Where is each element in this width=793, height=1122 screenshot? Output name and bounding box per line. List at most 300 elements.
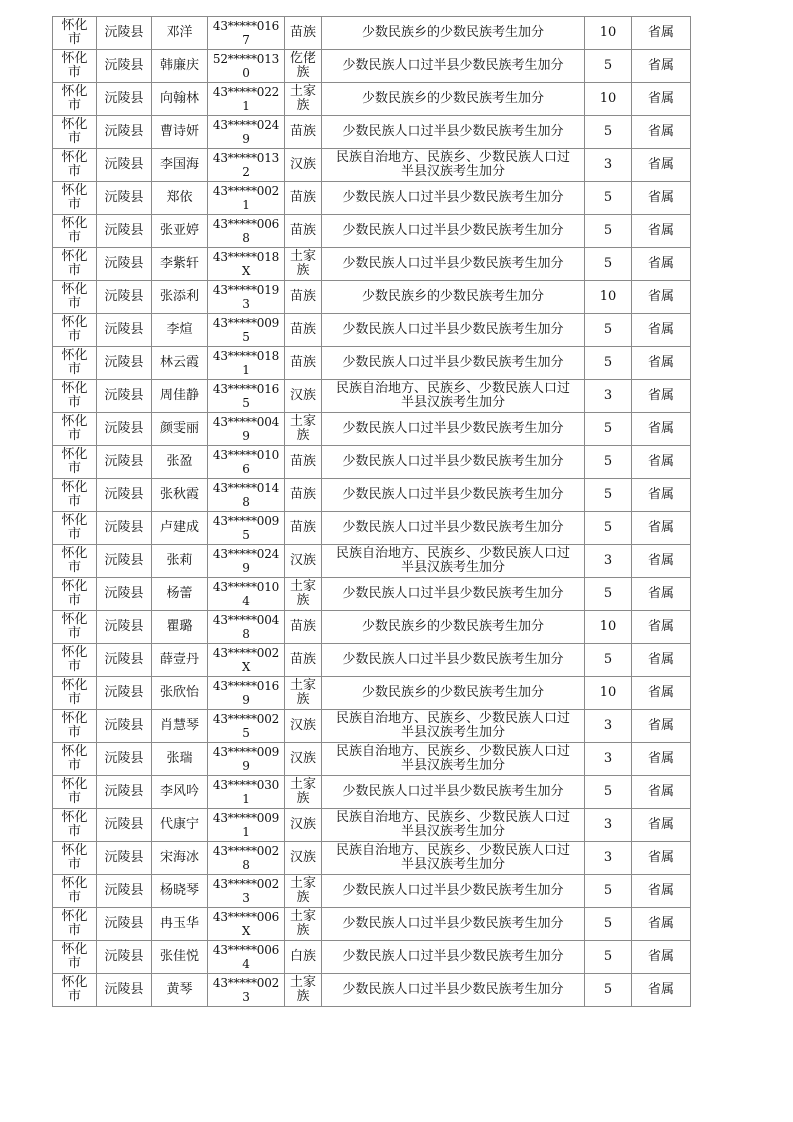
city-line: 怀化	[61, 975, 88, 990]
city-line: 市	[67, 494, 81, 509]
ethnicity-cell	[285, 611, 322, 644]
level-cell: 省属	[632, 116, 691, 149]
city-cell	[53, 776, 97, 809]
id-number-line: 8	[242, 858, 250, 872]
id-number-line: 4	[242, 957, 250, 971]
bonus-item-line: 少数民族人口过半县少数民族考生加分	[342, 784, 564, 799]
level-cell: 省属	[632, 842, 691, 875]
name-cell: 张秋霞	[152, 479, 208, 512]
ethnicity-cell	[285, 215, 322, 248]
id-number-line: 8	[242, 231, 250, 245]
ethnicity-line: 汉族	[289, 553, 316, 568]
id-number-line: 43*****002	[212, 877, 280, 891]
level-cell: 省属	[632, 677, 691, 710]
county-cell: 沅陵县	[97, 281, 152, 314]
bonus-item-cell	[322, 776, 585, 809]
points-cell: 10	[585, 17, 632, 50]
points-cell: 5	[585, 974, 632, 1007]
county-cell: 沅陵县	[97, 17, 152, 50]
ethnicity-cell	[285, 479, 322, 512]
ethnicity-line: 苗族	[289, 289, 316, 304]
city-cell	[53, 644, 97, 677]
points-cell: 5	[585, 413, 632, 446]
id-number-line: 43*****002	[212, 646, 280, 660]
ethnicity-line: 苗族	[289, 487, 316, 502]
name-cell: 张盈	[152, 446, 208, 479]
table-row	[53, 446, 691, 479]
level-cell: 省属	[632, 50, 691, 83]
county-cell: 沅陵县	[97, 578, 152, 611]
id-number-cell	[208, 974, 285, 1007]
city-line: 怀化	[61, 579, 88, 594]
id-number-cell	[208, 17, 285, 50]
points-cell: 5	[585, 314, 632, 347]
table-row	[53, 215, 691, 248]
name-cell: 韩廉庆	[152, 50, 208, 83]
city-cell	[53, 710, 97, 743]
name-cell: 卢建成	[152, 512, 208, 545]
county-cell: 沅陵县	[97, 545, 152, 578]
county-cell: 沅陵县	[97, 776, 152, 809]
id-number-line: 43*****009	[212, 745, 280, 759]
points-cell: 5	[585, 347, 632, 380]
id-number-line: 9	[242, 561, 250, 575]
id-number-cell	[208, 743, 285, 776]
bonus-item-cell	[322, 974, 585, 1007]
table-row	[53, 974, 691, 1007]
bonus-item-cell	[322, 314, 585, 347]
table-row	[53, 116, 691, 149]
bonus-item-line: 民族自治地方、民族乡、少数民族人口过	[335, 150, 570, 165]
id-number-line: 5	[242, 528, 250, 542]
id-number-line: 43*****002	[212, 712, 280, 726]
ethnicity-line: 苗族	[289, 223, 316, 238]
city-line: 怀化	[61, 876, 88, 891]
bonus-item-cell	[322, 578, 585, 611]
points-cell: 3	[585, 710, 632, 743]
city-cell	[53, 182, 97, 215]
ethnicity-line: 土家	[289, 249, 316, 264]
ethnicity-line: 土家	[289, 777, 316, 792]
bonus-item-line: 民族自治地方、民族乡、少数民族人口过	[335, 744, 570, 759]
bonus-item-cell	[322, 644, 585, 677]
id-number-line: 4	[242, 594, 250, 608]
points-cell: 5	[585, 215, 632, 248]
table-row	[53, 578, 691, 611]
bonus-item-cell	[322, 281, 585, 314]
points-cell: 10	[585, 611, 632, 644]
id-number-line: 2	[242, 165, 250, 179]
bonus-item-cell	[322, 149, 585, 182]
bonus-item-line: 半县汉族考生加分	[400, 164, 505, 179]
city-line: 市	[67, 65, 81, 80]
bonus-item-line: 民族自治地方、民族乡、少数民族人口过	[335, 381, 570, 396]
city-line: 怀化	[61, 282, 88, 297]
county-cell: 沅陵县	[97, 479, 152, 512]
city-line: 怀化	[61, 348, 88, 363]
ethnicity-cell	[285, 149, 322, 182]
name-cell: 李紫轩	[152, 248, 208, 281]
city-line: 市	[67, 362, 81, 377]
bonus-item-line: 少数民族人口过半县少数民族考生加分	[342, 223, 564, 238]
ethnicity-line: 汉族	[289, 388, 316, 403]
city-line: 怀化	[61, 84, 88, 99]
county-cell: 沅陵县	[97, 710, 152, 743]
table-row	[53, 83, 691, 116]
table-row	[53, 380, 691, 413]
city-line: 市	[67, 428, 81, 443]
city-line: 怀化	[61, 150, 88, 165]
points-cell: 5	[585, 578, 632, 611]
bonus-item-line: 半县汉族考生加分	[400, 758, 505, 773]
city-cell	[53, 83, 97, 116]
level-cell: 省属	[632, 479, 691, 512]
city-line: 怀化	[61, 744, 88, 759]
table-row	[53, 512, 691, 545]
ethnicity-cell	[285, 677, 322, 710]
level-cell: 省属	[632, 809, 691, 842]
ethnicity-cell	[285, 116, 322, 149]
city-line: 市	[67, 989, 81, 1004]
ethnicity-cell	[285, 314, 322, 347]
city-line: 怀化	[61, 315, 88, 330]
id-number-cell	[208, 248, 285, 281]
table-row	[53, 941, 691, 974]
level-cell: 省属	[632, 215, 691, 248]
id-number-line: X	[241, 264, 251, 278]
table-row	[53, 314, 691, 347]
table-row	[53, 182, 691, 215]
ethnicity-cell	[285, 644, 322, 677]
id-number-line: 43*****010	[212, 580, 280, 594]
id-number-line: 43*****018	[212, 250, 280, 264]
bonus-item-line: 少数民族人口过半县少数民族考生加分	[342, 883, 564, 898]
id-number-line: 1	[242, 99, 250, 113]
ethnicity-cell	[285, 710, 322, 743]
id-number-line: 9	[242, 693, 250, 707]
points-cell: 3	[585, 842, 632, 875]
bonus-item-cell	[322, 116, 585, 149]
bonus-item-cell	[322, 941, 585, 974]
id-number-cell	[208, 842, 285, 875]
ethnicity-cell	[285, 545, 322, 578]
ethnicity-line: 苗族	[289, 454, 316, 469]
ethnicity-line: 土家	[289, 876, 316, 891]
id-number-line: 1	[242, 363, 250, 377]
ethnicity-cell	[285, 974, 322, 1007]
table-row	[53, 710, 691, 743]
id-number-line: 43*****002	[212, 976, 280, 990]
table-row	[53, 248, 691, 281]
level-cell: 省属	[632, 248, 691, 281]
city-line: 市	[67, 626, 81, 641]
ethnicity-cell	[285, 776, 322, 809]
city-line: 怀化	[61, 18, 88, 33]
bonus-points-table	[52, 16, 691, 1007]
county-cell: 沅陵县	[97, 182, 152, 215]
name-cell: 张亚婷	[152, 215, 208, 248]
id-number-cell	[208, 512, 285, 545]
id-number-line: 5	[242, 396, 250, 410]
table-row	[53, 413, 691, 446]
county-cell: 沅陵县	[97, 644, 152, 677]
city-cell	[53, 578, 97, 611]
ethnicity-cell	[285, 50, 322, 83]
bonus-item-line: 半县汉族考生加分	[400, 395, 505, 410]
name-cell: 张瑞	[152, 743, 208, 776]
city-cell	[53, 248, 97, 281]
table-row	[53, 479, 691, 512]
bonus-item-line: 少数民族乡的少数民族考生加分	[361, 91, 544, 106]
county-cell: 沅陵县	[97, 512, 152, 545]
id-number-cell	[208, 908, 285, 941]
table-row	[53, 611, 691, 644]
county-cell: 沅陵县	[97, 875, 152, 908]
bonus-item-line: 少数民族乡的少数民族考生加分	[361, 289, 544, 304]
points-cell: 5	[585, 512, 632, 545]
city-line: 怀化	[61, 645, 88, 660]
points-cell: 5	[585, 182, 632, 215]
city-line: 市	[67, 197, 81, 212]
id-number-line: 1	[242, 825, 250, 839]
ethnicity-cell	[285, 809, 322, 842]
id-number-line: 43*****024	[212, 118, 280, 132]
id-number-line: 6	[242, 462, 250, 476]
level-cell: 省属	[632, 776, 691, 809]
ethnicity-line: 土家	[289, 579, 316, 594]
id-number-cell	[208, 380, 285, 413]
id-number-line: 5	[242, 330, 250, 344]
ethnicity-cell	[285, 83, 322, 116]
id-number-line: 3	[242, 891, 250, 905]
id-number-cell	[208, 215, 285, 248]
city-cell	[53, 50, 97, 83]
city-line: 市	[67, 131, 81, 146]
id-number-line: 43*****009	[212, 811, 280, 825]
level-cell: 省属	[632, 149, 691, 182]
ethnicity-line: 苗族	[289, 652, 316, 667]
level-cell: 省属	[632, 182, 691, 215]
ethnicity-cell	[285, 17, 322, 50]
points-cell: 5	[585, 908, 632, 941]
county-cell: 沅陵县	[97, 248, 152, 281]
city-cell	[53, 611, 97, 644]
id-number-cell	[208, 479, 285, 512]
id-number-line: 43*****006	[212, 217, 280, 231]
ethnicity-line: 土家	[289, 909, 316, 924]
id-number-cell	[208, 941, 285, 974]
city-line: 怀化	[61, 117, 88, 132]
city-cell	[53, 512, 97, 545]
level-cell: 省属	[632, 875, 691, 908]
points-cell: 3	[585, 809, 632, 842]
bonus-item-cell	[322, 446, 585, 479]
bonus-item-cell	[322, 347, 585, 380]
id-number-line: 43*****019	[212, 283, 280, 297]
id-number-cell	[208, 413, 285, 446]
city-line: 市	[67, 956, 81, 971]
county-cell: 沅陵县	[97, 149, 152, 182]
id-number-cell	[208, 611, 285, 644]
level-cell: 省属	[632, 908, 691, 941]
ethnicity-line: 苗族	[289, 124, 316, 139]
city-cell	[53, 380, 97, 413]
bonus-item-line: 少数民族人口过半县少数民族考生加分	[342, 421, 564, 436]
level-cell: 省属	[632, 710, 691, 743]
bonus-item-cell	[322, 611, 585, 644]
ethnicity-line: 土家	[289, 678, 316, 693]
points-cell: 5	[585, 479, 632, 512]
county-cell: 沅陵县	[97, 446, 152, 479]
city-line: 怀化	[61, 447, 88, 462]
city-line: 市	[67, 725, 81, 740]
city-cell	[53, 479, 97, 512]
city-cell	[53, 677, 97, 710]
id-number-line: 43*****016	[212, 679, 280, 693]
city-line: 市	[67, 593, 81, 608]
id-number-line: 43*****030	[212, 778, 280, 792]
bonus-item-line: 少数民族人口过半县少数民族考生加分	[342, 454, 564, 469]
name-cell: 李国海	[152, 149, 208, 182]
ethnicity-cell	[285, 875, 322, 908]
id-number-line: 43*****016	[212, 19, 280, 33]
id-number-line: 43*****016	[212, 382, 280, 396]
county-cell: 沅陵县	[97, 974, 152, 1007]
table-row	[53, 644, 691, 677]
id-number-line: 8	[242, 627, 250, 641]
points-cell: 5	[585, 776, 632, 809]
bonus-item-cell	[322, 710, 585, 743]
table-row	[53, 743, 691, 776]
points-cell: 5	[585, 941, 632, 974]
bonus-item-cell	[322, 50, 585, 83]
id-number-line: 1	[242, 792, 250, 806]
city-line: 怀化	[61, 678, 88, 693]
bonus-item-cell	[322, 215, 585, 248]
id-number-line: 43*****002	[212, 844, 280, 858]
ethnicity-cell	[285, 413, 322, 446]
id-number-line: X	[241, 924, 251, 938]
city-line: 怀化	[61, 612, 88, 627]
id-number-line: 43*****013	[212, 151, 280, 165]
bonus-item-line: 少数民族人口过半县少数民族考生加分	[342, 916, 564, 931]
table-row	[53, 809, 691, 842]
county-cell: 沅陵县	[97, 413, 152, 446]
name-cell: 李风吟	[152, 776, 208, 809]
city-line: 市	[67, 857, 81, 872]
level-cell: 省属	[632, 446, 691, 479]
bonus-item-cell	[322, 743, 585, 776]
city-cell	[53, 446, 97, 479]
level-cell: 省属	[632, 545, 691, 578]
city-line: 怀化	[61, 843, 88, 858]
name-cell: 邓洋	[152, 17, 208, 50]
city-line: 市	[67, 824, 81, 839]
name-cell: 薛壹丹	[152, 644, 208, 677]
city-line: 怀化	[61, 942, 88, 957]
bonus-item-cell	[322, 908, 585, 941]
county-cell: 沅陵县	[97, 611, 152, 644]
level-cell: 省属	[632, 512, 691, 545]
ethnicity-line: 族	[296, 692, 310, 707]
bonus-item-cell	[322, 380, 585, 413]
name-cell: 瞿璐	[152, 611, 208, 644]
ethnicity-line: 土家	[289, 84, 316, 99]
city-cell	[53, 875, 97, 908]
city-line: 市	[67, 527, 81, 542]
id-number-cell	[208, 149, 285, 182]
name-cell: 颜雯丽	[152, 413, 208, 446]
city-line: 怀化	[61, 711, 88, 726]
level-cell: 省属	[632, 314, 691, 347]
name-cell: 杨蕾	[152, 578, 208, 611]
id-number-line: X	[241, 660, 251, 674]
id-number-cell	[208, 182, 285, 215]
id-number-cell	[208, 710, 285, 743]
ethnicity-line: 苗族	[289, 619, 316, 634]
ethnicity-cell	[285, 941, 322, 974]
city-line: 怀化	[61, 216, 88, 231]
level-cell: 省属	[632, 347, 691, 380]
ethnicity-line: 仡佬	[289, 51, 316, 66]
name-cell: 肖慧琴	[152, 710, 208, 743]
city-line: 市	[67, 263, 81, 278]
bonus-item-cell	[322, 248, 585, 281]
id-number-cell	[208, 314, 285, 347]
table-row	[53, 281, 691, 314]
table-row	[53, 875, 691, 908]
level-cell: 省属	[632, 578, 691, 611]
bonus-item-line: 少数民族人口过半县少数民族考生加分	[342, 256, 564, 271]
city-cell	[53, 215, 97, 248]
table-row	[53, 776, 691, 809]
level-cell: 省属	[632, 380, 691, 413]
bonus-item-line: 少数民族人口过半县少数民族考生加分	[342, 982, 564, 997]
table-row	[53, 677, 691, 710]
city-line: 市	[67, 461, 81, 476]
id-number-cell	[208, 809, 285, 842]
city-line: 怀化	[61, 51, 88, 66]
name-cell: 冉玉华	[152, 908, 208, 941]
city-cell	[53, 149, 97, 182]
points-cell: 5	[585, 248, 632, 281]
ethnicity-line: 汉族	[289, 718, 316, 733]
bonus-item-cell	[322, 182, 585, 215]
level-cell: 省属	[632, 743, 691, 776]
ethnicity-line: 族	[296, 98, 310, 113]
bonus-item-line: 少数民族人口过半县少数民族考生加分	[342, 355, 564, 370]
county-cell: 沅陵县	[97, 908, 152, 941]
id-number-line: 9	[242, 429, 250, 443]
id-number-line: 43*****009	[212, 514, 280, 528]
ethnicity-cell	[285, 182, 322, 215]
name-cell: 曹诗妍	[152, 116, 208, 149]
points-cell: 5	[585, 116, 632, 149]
name-cell: 周佳静	[152, 380, 208, 413]
county-cell: 沅陵县	[97, 743, 152, 776]
ethnicity-line: 苗族	[289, 520, 316, 535]
county-cell: 沅陵县	[97, 677, 152, 710]
bonus-item-line: 民族自治地方、民族乡、少数民族人口过	[335, 711, 570, 726]
ethnicity-line: 族	[296, 989, 310, 1004]
county-cell: 沅陵县	[97, 941, 152, 974]
table-row	[53, 347, 691, 380]
city-line: 怀化	[61, 414, 88, 429]
ethnicity-line: 汉族	[289, 751, 316, 766]
level-cell: 省属	[632, 941, 691, 974]
name-cell: 杨晓琴	[152, 875, 208, 908]
ethnicity-line: 汉族	[289, 157, 316, 172]
